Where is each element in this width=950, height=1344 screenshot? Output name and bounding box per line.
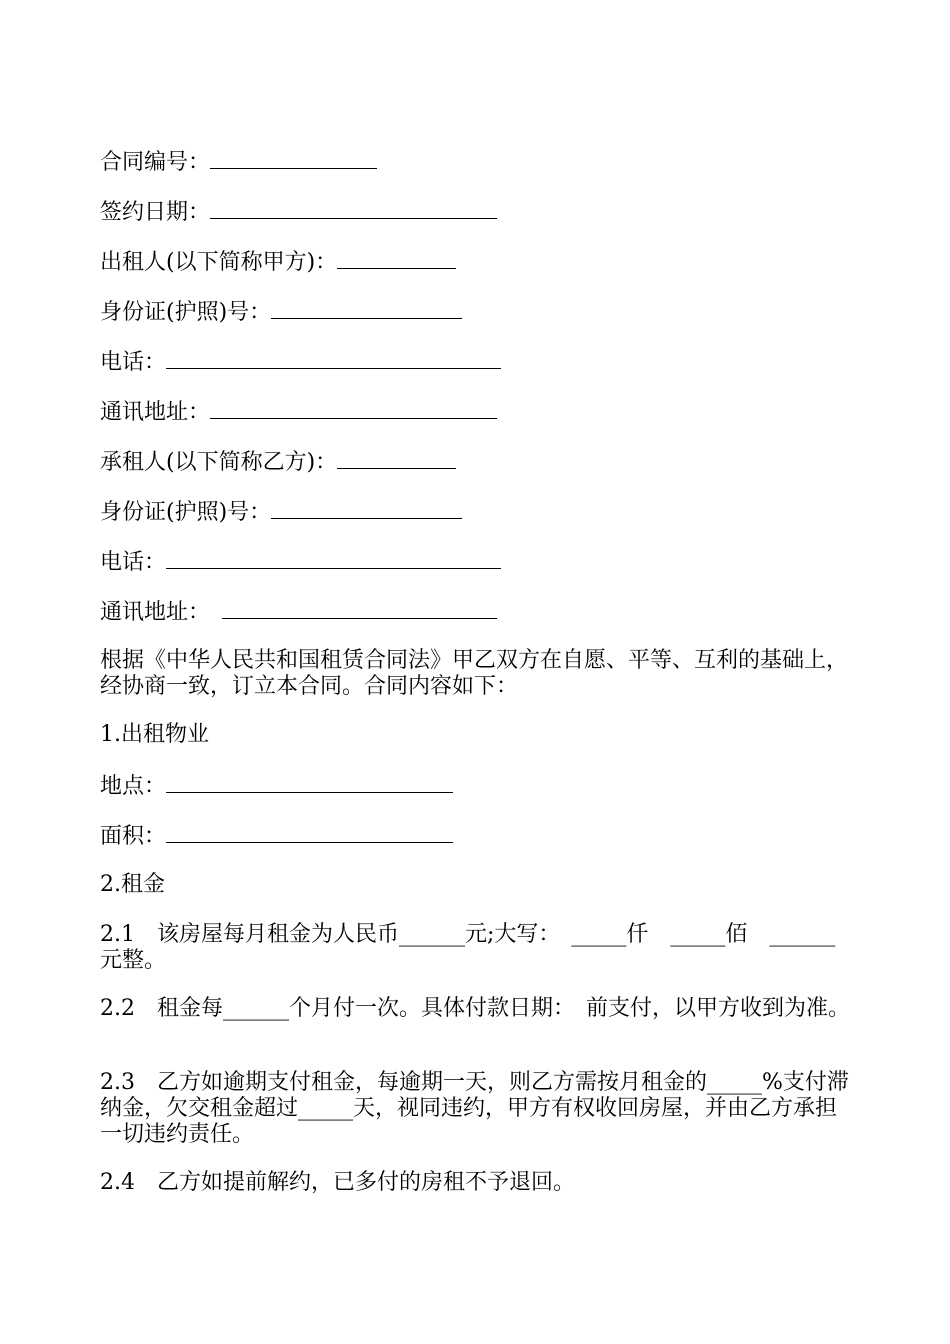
field-label: 合同编号：: [100, 150, 211, 175]
field-label: 地点：: [100, 774, 167, 799]
fill-in-blank: [337, 248, 456, 269]
field-lessor-id: [100, 298, 852, 326]
field-lessor: [100, 248, 852, 276]
field-label: 面积：: [100, 824, 167, 849]
intro-paragraph: 根据《中华人民共和国租赁合同法》甲乙双方在自愿、平等、互利的基础上，经协商一致，订立本合同。合同内容如下：: [100, 648, 849, 699]
fill-in-blank: [210, 398, 497, 419]
field-label: 通讯地址：: [100, 400, 211, 425]
field-area: [100, 822, 852, 850]
field-label: 电话：: [100, 350, 167, 375]
field-label: 签约日期：: [100, 200, 211, 225]
field-lessee-phone: [100, 548, 852, 576]
field-lessee-address: [100, 598, 852, 626]
fill-in-blank: [166, 772, 453, 793]
fill-in-blank: [271, 298, 462, 319]
field-label: 身份证(护照)号：: [100, 500, 272, 525]
fill-in-blank: [210, 198, 497, 219]
clause-2-3: 2.3 乙方如逾期支付租金，每逾期一天，则乙方需按月租金的_____%支付滞纳金，欠交租金超过_____天，视同违约，甲方有权收回房屋，并由乙方承担一切违约责任。: [100, 1070, 849, 1147]
section-1-heading: 1.出租物业: [100, 722, 209, 747]
field-label: 承租人(以下简称乙方)：: [100, 450, 338, 475]
field-label: 出租人(以下简称甲方)：: [100, 250, 338, 275]
fill-in-blank: [210, 148, 377, 169]
fill-in-blank: [222, 598, 497, 619]
fill-in-blank: [166, 348, 501, 369]
field-lessor-address: [100, 398, 852, 426]
field-contract-number: [100, 148, 852, 176]
field-lessee-id: [100, 498, 852, 526]
fill-in-blank: [166, 548, 501, 569]
field-signing-date: [100, 198, 852, 226]
field-label: 电话：: [100, 550, 167, 575]
field-label: 通讯地址：: [100, 600, 211, 625]
fill-in-blank: [337, 448, 456, 469]
field-lessee: [100, 448, 852, 476]
clause-2-4: 2.4 乙方如提前解约，已多付的房租不予退回。: [100, 1170, 575, 1195]
clause-2-2: 2.2 租金每______个月付一次。具体付款日期： 前支付，以甲方收到为准。: [100, 996, 850, 1021]
fill-in-blank: [166, 822, 453, 843]
fill-in-blank: [271, 498, 462, 519]
section-2-heading: 2.租金: [100, 872, 165, 897]
field-location: [100, 772, 852, 800]
field-label: 身份证(护照)号：: [100, 300, 272, 325]
clause-2-1: 2.1 该房屋每月租金为人民币______元;大写： _____仟 _____佰 ______元整。: [100, 922, 836, 973]
field-lessor-phone: [100, 348, 852, 376]
